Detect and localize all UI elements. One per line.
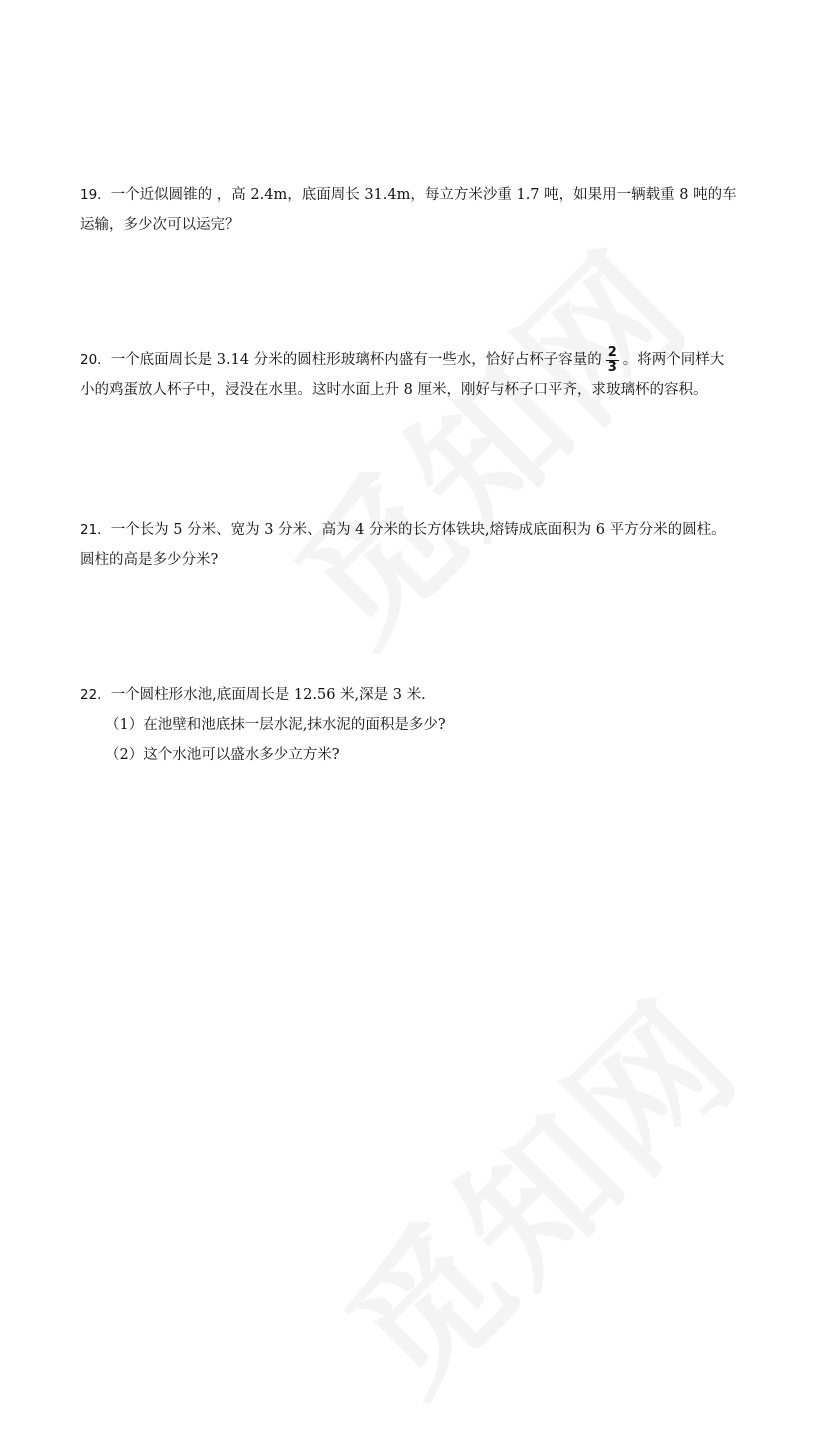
question-text: 一个近似圆锥的 ，高 2.4m，底面周长 31.4m，每立方米沙重 1.7 吨，如果用一辆载重 8 吨的车 xyxy=(110,187,737,203)
question-20 xyxy=(80,345,752,405)
watermark-bottom xyxy=(292,946,776,1430)
question-number: 22． xyxy=(80,687,111,703)
question-number: 19． xyxy=(80,187,111,203)
question-21-line-1 xyxy=(80,515,752,545)
question-text-continued: 。将两个同样大 xyxy=(622,352,725,368)
fraction-denominator: 3 xyxy=(607,359,617,375)
question-text: 一个圆柱形水池,底面周长是 12.56 米,深是 3 米. xyxy=(110,687,426,703)
question-19-line-1 xyxy=(80,180,752,210)
question-text: 一个底面周长是 3.14 分米的圆柱形玻璃杯内盛有一些水，恰好占杯子容量的 xyxy=(110,352,602,368)
question-number: 20． xyxy=(80,352,111,368)
question-21-line-2: 圆柱的高是多少分米? xyxy=(80,552,219,568)
question-19 xyxy=(80,180,752,240)
question-21 xyxy=(80,515,752,575)
question-20-line-2: 小的鸡蛋放人杯子中，浸没在水里。这时水面上升 8 厘米，刚好与杯子口平齐，求玻璃杯的容积。 xyxy=(80,382,708,398)
question-number: 21． xyxy=(80,522,111,538)
fraction-two-thirds xyxy=(606,346,619,375)
question-20-line-1 xyxy=(80,345,752,375)
question-22 xyxy=(80,680,752,770)
question-19-line-2: 运输，多少次可以运完？ xyxy=(80,217,240,233)
sub-question-2: （2）这个水池可以盛水多少立方米? xyxy=(105,747,340,763)
question-22-line-1 xyxy=(80,680,752,710)
fraction-numerator: 2 xyxy=(607,344,617,360)
question-text: 一个长为 5 分米、宽为 3 分米、高为 4 分米的长方体铁块,熔铸成底面积为 6 平方分米的圆柱。 xyxy=(110,522,726,538)
watermark xyxy=(242,196,726,680)
sub-question-1: （1）在池壁和池底抹一层水泥,抹水泥的面积是多少? xyxy=(105,717,446,733)
